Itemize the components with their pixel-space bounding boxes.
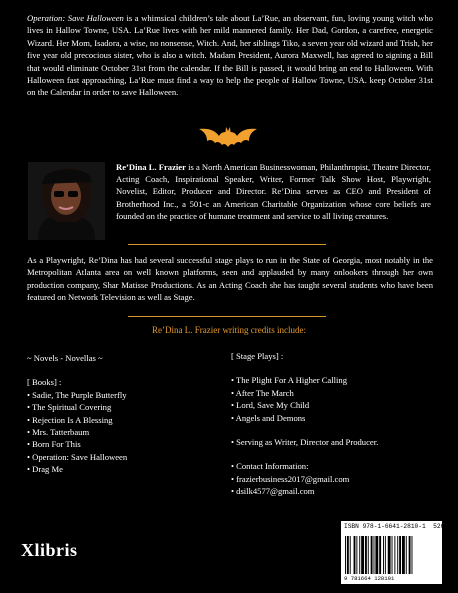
author-name: Re’Dina L. Frazier: [116, 162, 186, 172]
author-bio-text: is a North American Businesswoman, Philanthropist, Theatre Director, Acting Coach, Inspirational Speaker, Writer, Former Talk Show Host, Playwright, Novelist, Editor, Producer and Director. Re’Dina serves as CEO and President of Brotherhood Inc., a 501-c an American Charitable Organization whose core beliefs are founded on the practice of humane treatment and service to all living creatures.: [116, 162, 432, 221]
contact-heading: • Contact Information:: [231, 461, 309, 472]
books-heading: [ Books] :: [27, 377, 62, 388]
list-item: • Mrs. Tatterbaum: [27, 427, 90, 438]
list-item: • Angels and Demons: [231, 412, 306, 423]
playwright-paragraph: As a Playwright, Re’Dina has had several successful stage plays to run in the State of Georgia, most notably in the Metropolitan Atlanta area on well known platforms, seen and applauded by many onlookers through her own production company, Shar Matisse Productions. As an Acting Coach she has taught several students who have been featured on Network Television as well as Stage.: [27, 255, 433, 303]
list-item: • Lord, Save My Child: [231, 400, 310, 411]
list-item: • Operation: Save Halloween: [27, 451, 128, 462]
divider-2: [128, 316, 326, 317]
isbn-text: ISBN 978-1-6641-2810-1 52699: [344, 523, 452, 530]
author-photo: [28, 162, 105, 240]
serving-line: • Serving as Writer, Director and Producer.: [231, 437, 379, 448]
list-item: • Rejection Is A Blessing: [27, 414, 113, 425]
blurb-text: is a whimsical children’s tale about La’Rue, an observant, fun, loving young witch who lives in Hallow Towne, USA. La’Rue lives with her mild mannered family. Her Dad, Gordon, a carefree, energetic Wizard. Her Mom, Isadora, a wise, no nonsense, Witch. And, her siblings Tiko, a seven year old wizard and Trish, her five year old precocious sister, who is also a witch. Madam President, Aurora Maxwell, has agreed to signing a Bill that would eliminate October 31st from the calendar. If the Bill is passed, it would bring an end to Halloween. With Halloween fast approaching, La’Rue must find a way to help the people of Hallow Towne, USA. keep October 31st on the Calendar in order to save Halloween.: [27, 13, 433, 98]
list-item: • After The March: [231, 387, 294, 398]
novels-heading: ~ Novels - Novellas ~: [27, 353, 103, 363]
list-item: • Born For This: [27, 439, 81, 450]
novels-column: [27, 352, 127, 476]
book-blurb: [27, 12, 433, 99]
barcode-bars: [345, 536, 439, 574]
barcode-digits: 9 781664 128101: [344, 575, 395, 582]
blurb-title: Operation: Save Halloween: [27, 13, 124, 23]
list-item: • Drag Me: [27, 464, 63, 475]
plays-column: [231, 350, 378, 498]
author-bio: [116, 161, 431, 222]
list-item: • The Plight For A Higher Calling: [231, 375, 348, 386]
list-item: • The Spiritual Covering: [27, 402, 112, 413]
contact-email: • dsilk4577@gmail.com: [231, 486, 315, 497]
plays-heading: [ Stage Plays] :: [231, 351, 284, 361]
publisher-logo: Xlibris: [21, 540, 78, 560]
bat-icon: [197, 123, 259, 153]
credits-title: Re’Dina L. Frazier writing credits include:: [152, 325, 306, 335]
divider-1: [128, 244, 326, 245]
contact-email: • frazierbusiness2017@gmail.com: [231, 473, 350, 484]
barcode: [341, 521, 452, 584]
list-item: • Sadie, The Purple Butterfly: [27, 389, 127, 400]
price-code: 52699: [433, 523, 452, 530]
